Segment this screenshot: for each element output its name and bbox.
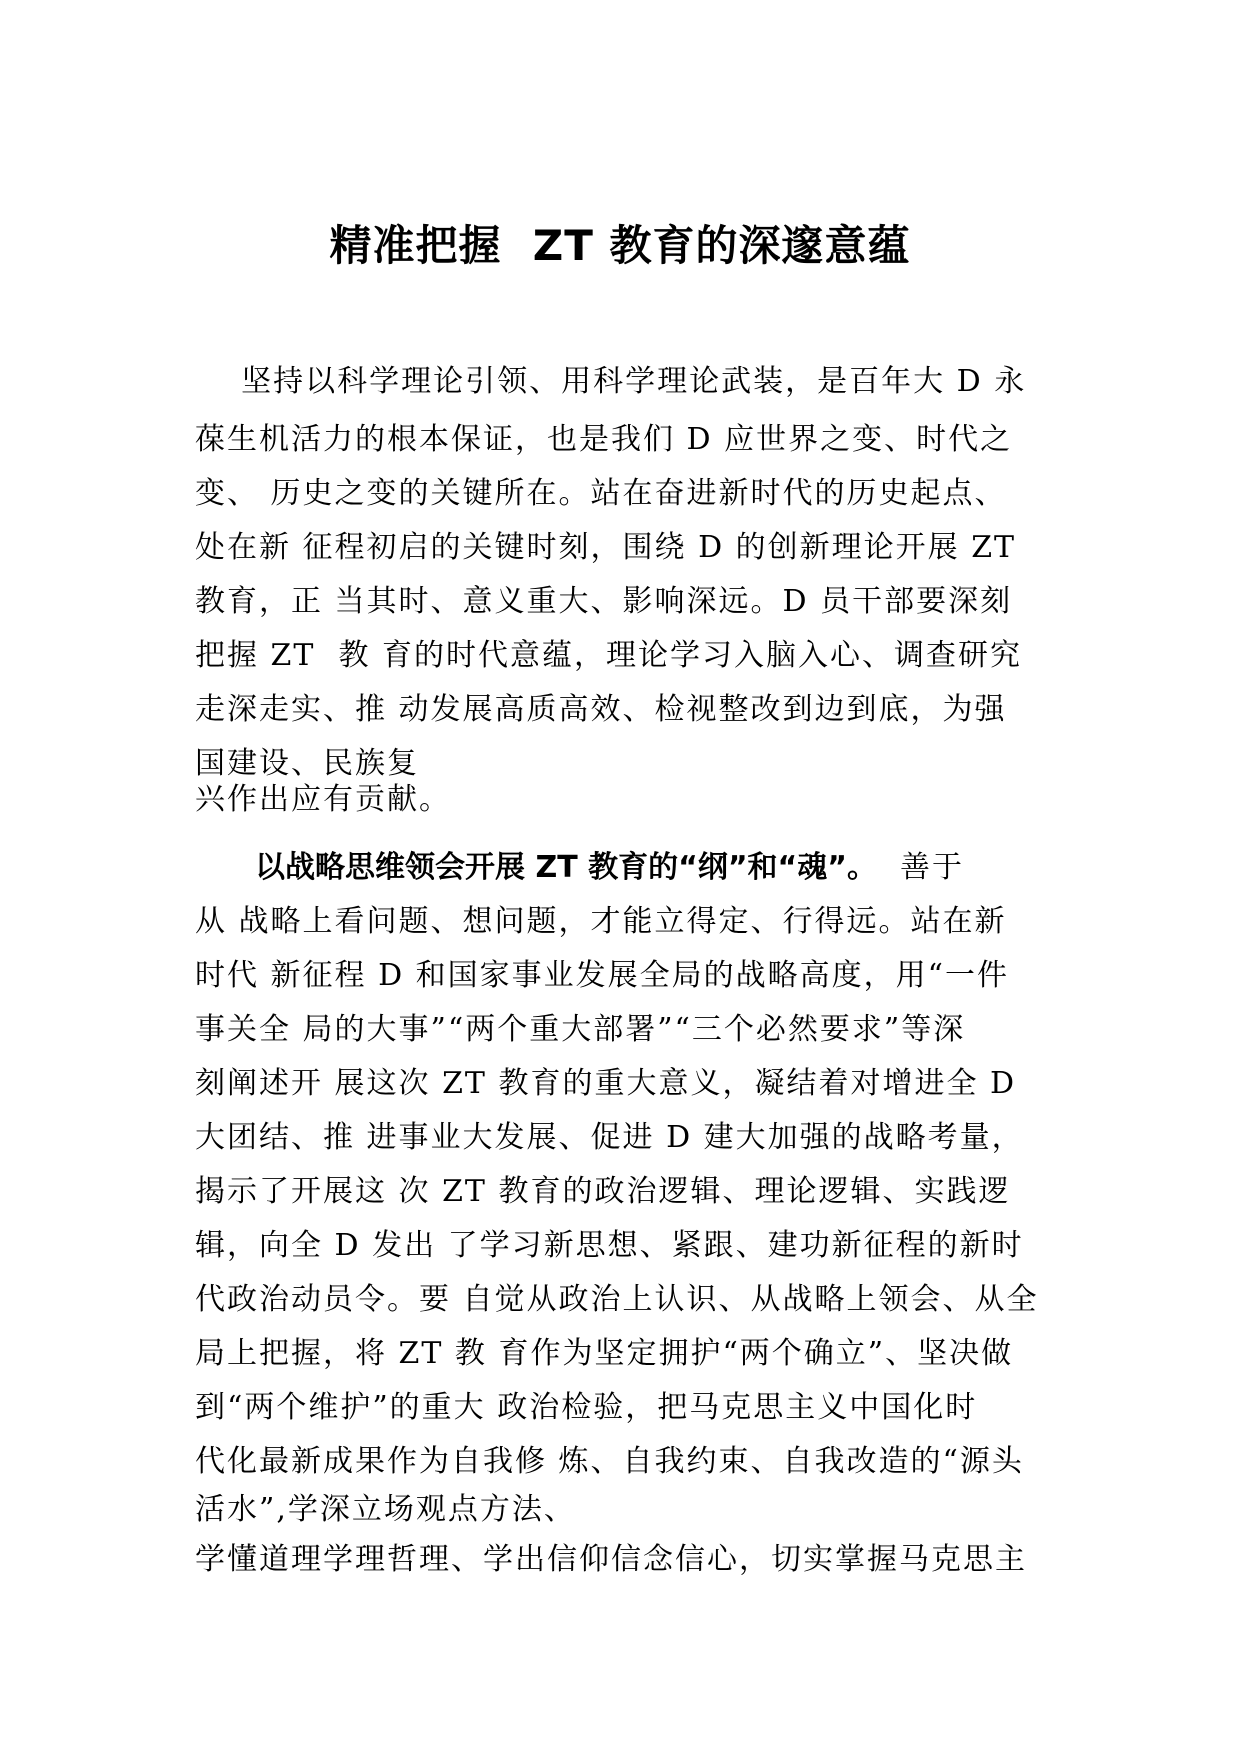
paragraph-1-line-3: 变、 历史之变的关键所在。站在奋进新时代的历史起点、 — [195, 476, 1007, 511]
paragraph-2-line-8: 辑，向全 D 发出 了学习新思想、紧跟、建功新征程的新时 — [195, 1228, 1024, 1263]
paragraph-2-line-7: 揭示了开展这 次 ZT 教育的政治逻辑、理论逻辑、实践逻 — [195, 1174, 1011, 1209]
paragraph-2-line-6: 大团结、推 进事业大发展、促进 D 建大加强的战略考量， — [195, 1120, 1024, 1155]
paragraph-2-line-1 — [195, 848, 964, 888]
paragraph-1-line-2: 葆生机活力的根本保证，也是我们 D 应世界之变、时代之 — [195, 422, 1013, 457]
document-title: 精准把握 ZT 教育的深邃意蕴 — [329, 221, 911, 270]
paragraph-1-line-9: 兴作出应有贡献。 — [195, 782, 451, 817]
paragraph-2-line-3: 时代 新征程 D 和国家事业发展全局的战略高度，用“一件 — [195, 958, 1009, 993]
paragraph-2-line-10: 局上把握，将 ZT 教 育作为坚定拥护“两个确立”、坚决做 — [195, 1336, 1014, 1371]
paragraph-2-line-13: 活水”,学深立场观点方法、 — [195, 1492, 576, 1527]
paragraph-2-lead: 以战略思维领会开展 ZT 教育的“纲”和“魂”。 — [255, 850, 877, 885]
paragraph-1-line-4: 处在新 征程初启的关键时刻，围绕 D 的创新理论开展 ZT — [195, 530, 1017, 565]
paragraph-1-line-5: 教育，正 当其时、意义重大、影响深远。D 员干部要深刻 — [195, 584, 1013, 619]
paragraph-2-line-5: 刻阐述开 展这次 ZT 教育的重大意义，凝结着对增进全 D — [195, 1066, 1017, 1101]
paragraph-2-line-11: 到“两个维护”的重大 政治检验，把马克思主义中国化时 — [195, 1390, 978, 1425]
paragraph-2-line-1-tail: 善于 — [876, 850, 965, 885]
paragraph-2-line-9: 代政治动员令。要 自觉从政治上认识、从战略上领会、从全 — [195, 1282, 1039, 1317]
paragraph-1-line-1: 坚持以科学理论引领、用科学理论武装，是百年大 D 永 — [195, 364, 1027, 399]
paragraph-1-line-6: 把握 ZT 教 育的时代意蕴，理论学习入脑入心、调查研究 — [195, 638, 1022, 673]
paragraph-1-line-8: 国建设、民族复 — [195, 746, 419, 781]
paragraph-2-line-4: 事关全 局的大事”“两个重大部署”“三个必然要求”等深 — [195, 1012, 966, 1047]
paragraph-1-line-7: 走深走实、推 动发展高质高效、检视整改到边到底，为强 — [195, 692, 1007, 727]
paragraph-2-line-2: 从 战略上看问题、想问题，才能立得定、行得远。站在新 — [195, 904, 1007, 939]
paragraph-2-line-14: 学懂道理学理哲理、学出信仰信念信心，切实掌握马克思主 — [195, 1542, 1027, 1577]
paragraph-2-line-12: 代化最新成果作为自我修 炼、自我约束、自我改造的“源头 — [195, 1444, 1024, 1479]
